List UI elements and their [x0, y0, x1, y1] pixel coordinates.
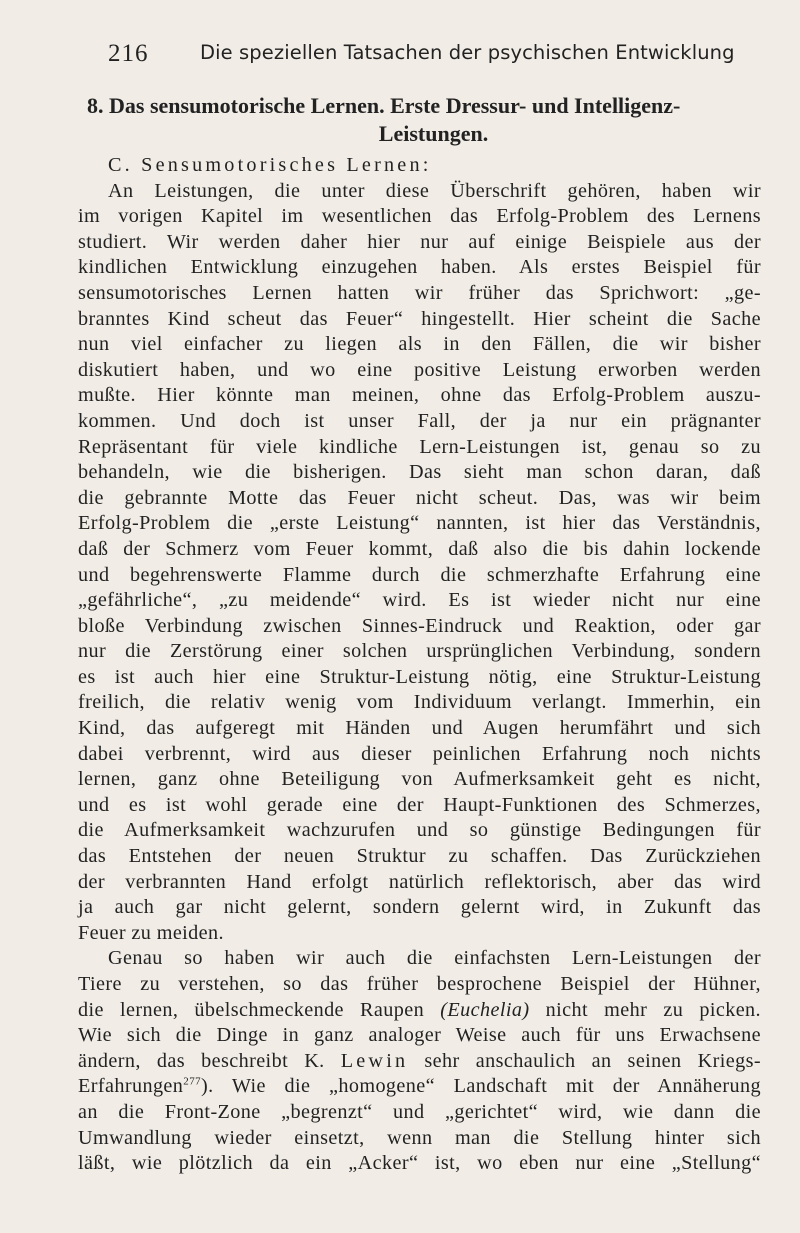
text-before-author: ändern, das beschreibt K.: [78, 1049, 341, 1072]
paragraph-line: das Entstehen der neuen Struktur zu schaffen. Das Zurückziehen: [78, 845, 761, 868]
paragraph-line: branntes Kind scheut das Feuer“ hingestellt. Hier scheint die Sache: [78, 307, 761, 330]
paragraph-line: nur die Zerstörung einer solchen ursprünglichen Verbindung, sondern: [78, 640, 761, 663]
text-before-emphasis: die lernen, übelschmeckende Raupen: [78, 998, 441, 1021]
paragraph-line: Erfolg-Problem die „erste Leistung“ nannten, ist hier das Verständnis,: [78, 512, 761, 535]
paragraph-line: kommen. Und doch ist unser Fall, der ja nur ein prägnanter: [78, 409, 761, 432]
paragraph-line: an die Front-Zone „begrenzt“ und „gerichtet“ wird, wie dann die: [78, 1100, 761, 1123]
paragraph-line: behandeln, wie die bisherigen. Das sieht man schon daran, daß: [78, 461, 761, 484]
paragraph-line: sensumotorisches Lernen hatten wir früher das Sprichwort: „ge-: [78, 281, 761, 304]
emphasized-species-name: (Euchelia): [440, 998, 530, 1021]
paragraph-line: lernen, ganz ohne Beteiligung von Aufmerksamkeit geht es nicht,: [78, 768, 761, 791]
author-name: Lewin: [340, 1049, 409, 1072]
page-body: [78, 92, 761, 1177]
paragraph-line: daß der Schmerz vom Feuer kommt, daß also die bis dahin lockende: [78, 537, 761, 560]
paragraph-line: studiert. Wir werden daher hier nur auf einige Beispiele aus der: [78, 230, 761, 253]
paragraph-line: Kind, das aufgeregt mit Händen und Augen herumfährt und sich: [78, 717, 761, 740]
paragraph-1: [78, 179, 761, 947]
paragraph-line: „gefährliche“, „zu meidende“ wird. Es ist wieder nicht nur eine: [78, 589, 761, 612]
paragraph-line: dabei verbrennt, wird aus dieser peinlichen Erfahrung noch nichts: [78, 742, 761, 765]
paragraph-line: Repräsentant für viele kindliche Lern-Leistungen ist, genau so zu: [78, 435, 761, 458]
paragraph-2: [78, 946, 761, 1176]
section-heading-line-1: 8. Das sensumotorische Lernen. Erste Dressur- und Intelligenz-: [87, 93, 681, 118]
section-label: C. Sensumotorisches Lernen:: [108, 154, 432, 176]
paragraph-line: diskutiert haben, und wo eine positive Leistung erworben werden: [78, 358, 761, 381]
paragraph-line: die Aufmerksamkeit wachzurufen und so günstige Bedingungen für: [78, 819, 761, 842]
paragraph-line-last: Feuer zu meiden.: [78, 921, 224, 944]
footnote-reference: 277: [183, 1075, 201, 1088]
running-head: [108, 38, 768, 72]
paragraph-line-with-footnote: [78, 1074, 761, 1100]
paragraph-line-with-author: [78, 1049, 761, 1075]
text-after-footnote: ). Wie die „homogene“ Landschaft mit der Annäherung: [201, 1075, 761, 1098]
paragraph-line: Tiere zu verstehen, so das früher besprochene Beispiel der Hühner,: [78, 973, 761, 995]
running-title: Die speziellen Tatsachen der psychischen Entwicklung: [200, 41, 735, 64]
text-after-emphasis: nicht mehr zu picken.: [529, 998, 762, 1021]
paragraph-line: es ist auch hier eine Struktur-Leistung nötig, eine Struktur-Leistung: [78, 665, 761, 688]
paragraph-line: freilich, die relativ wenig vom Individuum verlangt. Immerhin, ein: [78, 691, 761, 714]
paragraph-line: Genau so haben wir auch die einfachsten Lern-Leistungen der: [108, 947, 761, 970]
section-heading: [78, 92, 761, 148]
section-heading-line-2: Leistungen.: [378, 121, 489, 146]
paragraph-line: kindlichen Entwicklung einzugehen haben. Als erstes Beispiel für: [78, 256, 761, 279]
page-number: 216: [108, 40, 149, 67]
text-before-footnote: Erfahrungen: [78, 1075, 184, 1098]
paragraph-section-c: [78, 153, 761, 1177]
paragraph-line: läßt, wie plötzlich da ein „Acker“ ist, wo eben nur eine „Stellung“: [78, 1152, 761, 1175]
paragraph-line: nun viel einfacher zu liegen als in den Fällen, die wir bisher: [78, 333, 761, 356]
paragraph-line: Umwandlung wieder einsetzt, wenn man die Stellung hinter sich: [78, 1126, 761, 1149]
paragraph-line: die gebrannte Motte das Feuer nicht scheut. Das, was wir beim: [78, 486, 761, 509]
paragraph-line-with-emphasis: [78, 998, 761, 1024]
paragraph-line: der verbrannten Hand erfolgt natürlich reflektorisch, aber das wird: [78, 870, 761, 893]
paragraph-line: und es ist wohl gerade eine der Haupt-Funktionen des Schmerzes,: [78, 793, 761, 816]
paragraph-line: An Leistungen, die unter diese Überschrift gehören, haben wir: [108, 179, 761, 202]
paragraph-line: mußte. Hier könnte man meinen, ohne das Erfolg-Problem auszu-: [78, 384, 761, 407]
paragraph-line: und begehrenswerte Flamme durch die schmerzhafte Erfahrung eine: [78, 563, 761, 586]
paragraph-line: Wie sich die Dinge in ganz analoger Weise auch für uns Erwachsene: [78, 1024, 761, 1047]
text-after-author: sehr anschaulich an seinen Kriegs-: [408, 1049, 761, 1072]
paragraph-line: im vorigen Kapitel im wesentlichen das Erfolg-Problem des Lernens: [78, 205, 761, 228]
paragraph-line: bloße Verbindung zwischen Sinnes-Eindruck und Reaktion, oder gar: [78, 614, 761, 637]
paragraph-line: ja auch gar nicht gelernt, sondern gelernt wird, in Zukunft das: [78, 896, 761, 919]
